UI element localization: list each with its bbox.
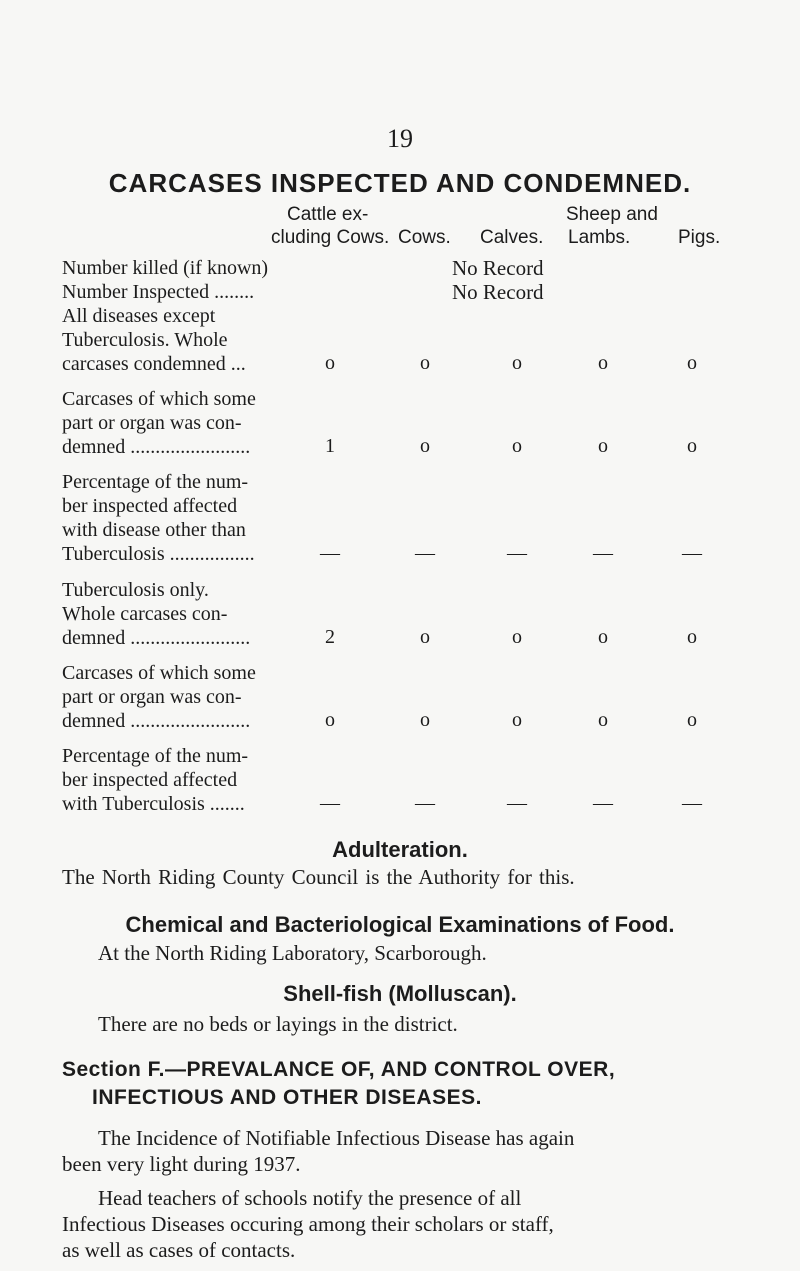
cell: — [415, 542, 435, 564]
cell: 2 [325, 626, 335, 648]
cell: o [687, 352, 697, 374]
col-cattle-line2: cluding Cows. [271, 227, 390, 248]
cell: — [507, 792, 527, 814]
cell: o [512, 626, 522, 648]
row-label-tb-whole: Tuberculosis only. Whole carcases con- demned ........................ [62, 579, 251, 649]
col-cattle-line1: Cattle ex- [287, 204, 369, 225]
row-note-number-inspected: No Record [452, 280, 544, 304]
cell: o [420, 352, 430, 374]
cell: o [325, 709, 335, 731]
page-number: 19 [387, 124, 413, 153]
cell: — [320, 542, 340, 564]
cell: o [512, 352, 522, 374]
cell: — [593, 542, 613, 564]
row-label-percentage-other: Percentage of the num- ber inspected affected with disease other than Tuberculosis ................. [62, 471, 255, 565]
section-f-para2-line2: Infectious Diseases occuring among their scholars or staff, [62, 1212, 554, 1236]
cell: o [598, 626, 608, 648]
row-label-number-killed: Number killed (if known) [62, 257, 269, 279]
chemical-heading: Chemical and Bacteriological Examinations of Food. [125, 912, 675, 937]
cell: o [598, 709, 608, 731]
cell: o [512, 435, 522, 457]
chemical-text: At the North Riding Laboratory, Scarborough. [98, 941, 487, 965]
row-label-part-condemned: Carcases of which some part or organ was con- demned ........................ [62, 388, 256, 458]
col-sheep-line2: Lambs. [568, 227, 631, 248]
col-pigs: Pigs. [678, 227, 721, 248]
section-f-para1-line2: been very light during 1937. [62, 1152, 301, 1176]
cell: — [682, 542, 702, 564]
cell: — [507, 542, 527, 564]
cell: o [598, 352, 608, 374]
cell: o [420, 435, 430, 457]
cell: o [420, 709, 430, 731]
row-label-number-inspected: Number Inspected ........ [62, 281, 255, 303]
row-note-number-killed: No Record [452, 256, 544, 280]
cell: o [687, 435, 697, 457]
cell: — [593, 792, 613, 814]
adulteration-text: The North Riding County Council is the Authority for this. [62, 865, 575, 889]
section-f-heading-line2: INFECTIOUS AND OTHER DISEASES. [92, 1086, 482, 1109]
shellfish-heading: Shell-fish (Molluscan). [283, 981, 517, 1006]
section-f-para2-line1: Head teachers of schools notify the presence of all [98, 1186, 522, 1210]
section-f-para1-line1: The Incidence of Notifiable Infectious Disease has again [98, 1126, 575, 1150]
cell: o [687, 709, 697, 731]
cell: o [420, 626, 430, 648]
cell: 1 [325, 435, 335, 457]
row-label-all-diseases-whole: All diseases except Tuberculosis. Whole carcases condemned ... [62, 305, 246, 375]
section-f-heading-line1: Section F.—PREVALANCE OF, AND CONTROL OVER, [62, 1058, 616, 1081]
cell: o [512, 709, 522, 731]
section-f-para2-line3: as well as cases of contacts. [62, 1238, 296, 1262]
cell: — [320, 792, 340, 814]
cell: o [598, 435, 608, 457]
page-title: CARCASES INSPECTED AND CONDEMNED. [108, 168, 692, 198]
shellfish-text: There are no beds or layings in the district. [98, 1012, 458, 1036]
cell: o [687, 626, 697, 648]
adulteration-heading: Adulteration. [332, 837, 468, 862]
col-calves: Calves. [480, 227, 544, 248]
cell: — [415, 792, 435, 814]
col-sheep-line1: Sheep and [566, 204, 658, 225]
cell: — [682, 792, 702, 814]
col-cows: Cows. [398, 227, 451, 248]
row-label-percentage-tb: Percentage of the num- ber inspected affected with Tuberculosis ....... [62, 745, 249, 815]
cell: o [325, 352, 335, 374]
row-label-tb-part: Carcases of which some part or organ was con- demned ........................ [62, 662, 256, 732]
